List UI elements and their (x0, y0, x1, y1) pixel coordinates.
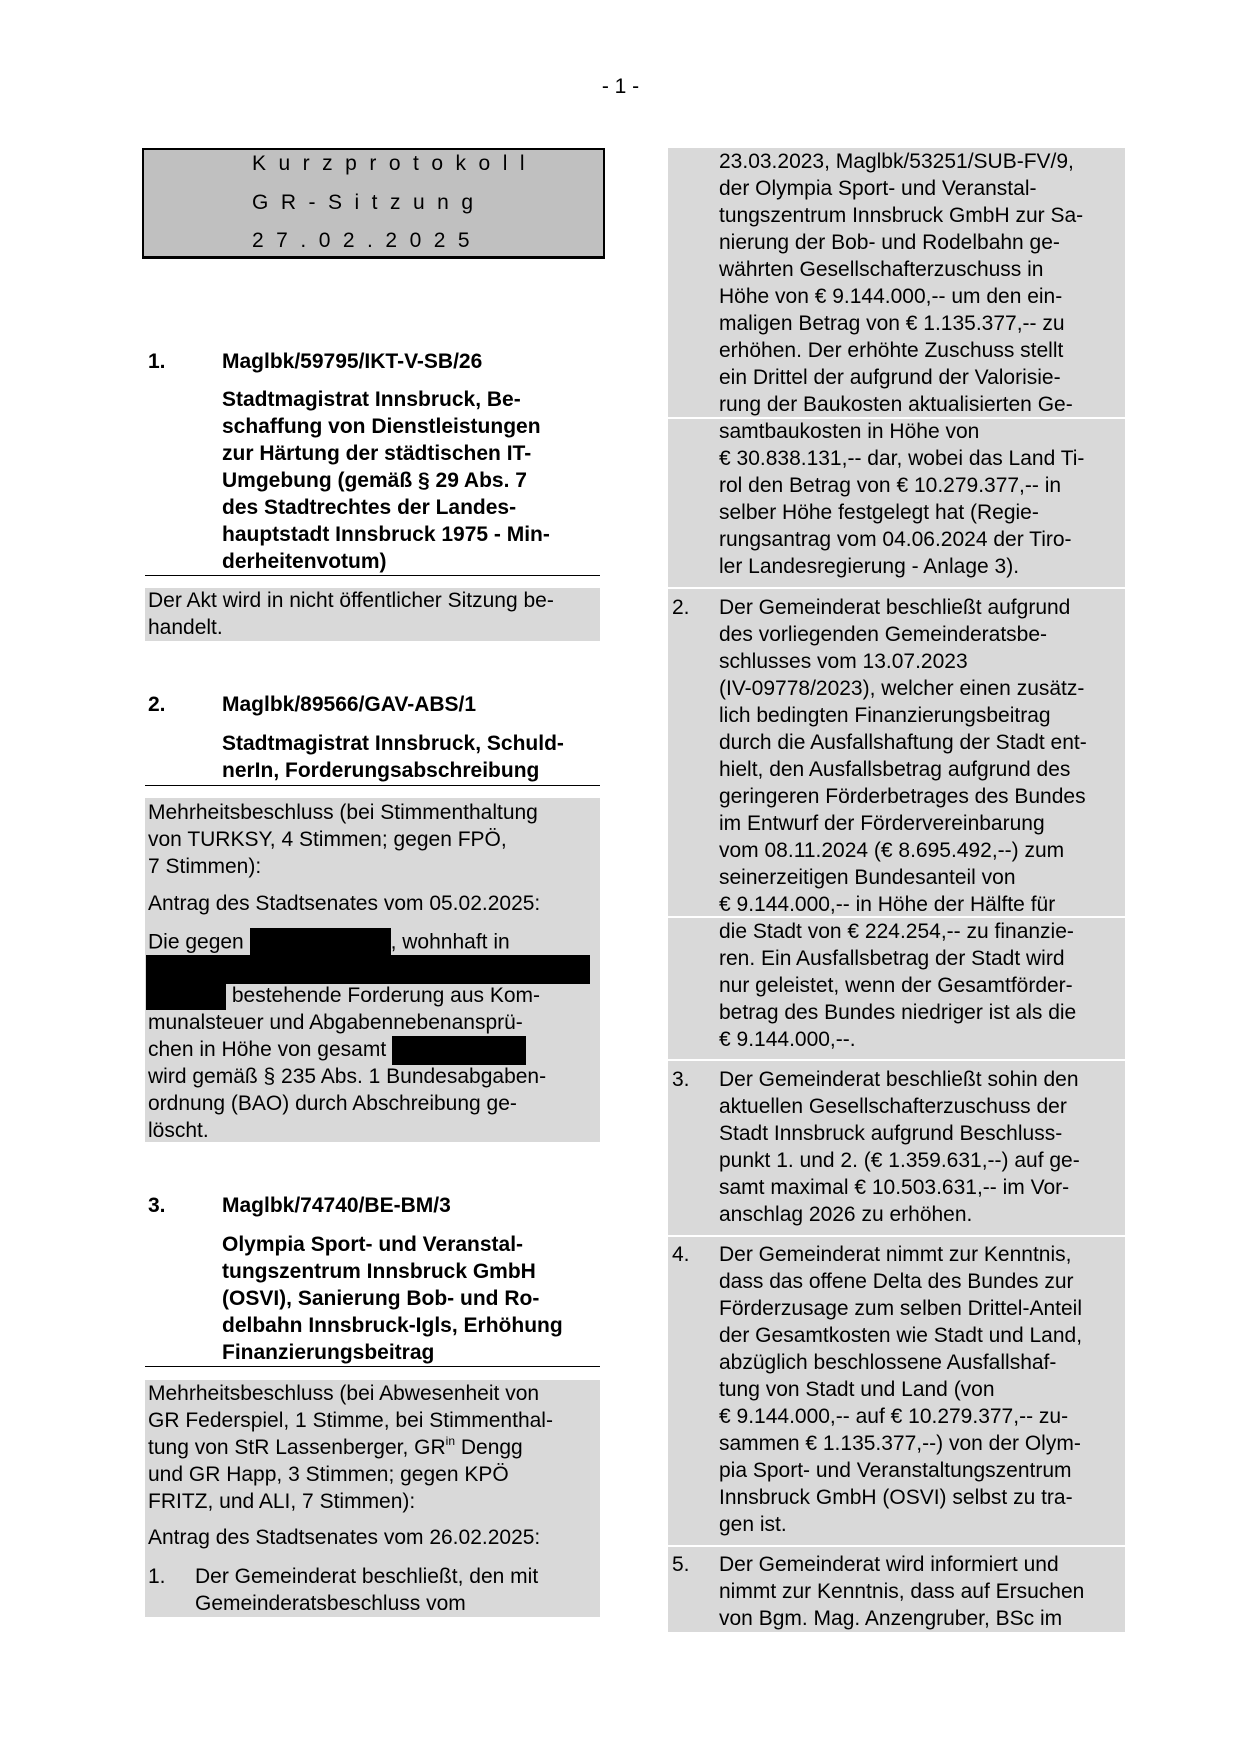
text-line: währten Gesellschafterzuschuss in (719, 258, 1044, 281)
text-line: Gemeinderatsbeschluss vom (195, 1592, 466, 1615)
text-line: pia Sport- und Veranstaltungszentrum (719, 1459, 1072, 1482)
text-line: Der Gemeinderat beschließt aufgrund (719, 596, 1071, 619)
text-line: wird gemäß § 235 Abs. 1 Bundesabgaben- (148, 1065, 547, 1088)
text-line: munalsteuer und Abgabennebenansprü- (148, 1011, 523, 1034)
text-line: Mehrheitsbeschluss (bei Abwesenheit von (148, 1382, 540, 1405)
text-line: dass das offene Delta des Bundes zur (719, 1270, 1074, 1293)
text-line: Förderzusage zum selben Drittel-Anteil (719, 1297, 1082, 1320)
text-line: (IV-09778/2023), welcher einen zusätz- (719, 677, 1085, 700)
text-line: nur geleistet, wenn der Gesamtförder- (719, 974, 1073, 997)
text-line: samtbaukosten in Höhe von (719, 420, 980, 443)
text-line: samt maximal € 10.503.631,-- im Vor- (719, 1176, 1070, 1199)
point-3-number: 3. (672, 1068, 690, 1091)
item-3-divider (145, 1366, 600, 1367)
text-line: schlusses vom 13.07.2023 (719, 650, 968, 673)
text-line: nierung der Bob- und Rodelbahn ge- (719, 231, 1060, 254)
text-line: handelt. (148, 616, 223, 639)
page-number: - 1 - (601, 75, 640, 98)
redaction-address-end (146, 983, 226, 1010)
item-2-decision (148, 928, 590, 1144)
item-1-divider (145, 575, 600, 576)
session-date: 27.02.2025 (252, 229, 483, 252)
item-1-reference: Maglbk/59795/IKT-V-SB/26 (222, 350, 483, 373)
text-line: maligen Betrag von € 1.135.377,-- zu (719, 312, 1065, 335)
text-line: derheitenvotum) (222, 550, 387, 573)
text-line: nimmt zur Kenntnis, dass auf Ersuchen (719, 1580, 1085, 1603)
point-3-text (719, 1066, 1080, 1228)
text-line: anschlag 2026 zu erhöhen. (719, 1203, 973, 1226)
text-line: 23.03.2023, Maglbk/53251/SUB-FV/9, (719, 150, 1074, 173)
redaction-name (250, 928, 391, 958)
text-line: Der Gemeinderat beschließt, den mit (195, 1565, 539, 1588)
vote-lines (148, 1380, 553, 1434)
text-segment: chen in Höhe von gesamt (148, 1038, 387, 1062)
text-line: FRITZ, und ALI, 7 Stimmen): (148, 1490, 416, 1513)
text-segment: Dengg (455, 1436, 523, 1459)
text-line: rung der Baukosten aktualisierten Ge- (719, 393, 1073, 416)
item-3-point-1-text (195, 1563, 538, 1617)
item-2-reference: Maglbk/89566/GAV-ABS/1 (222, 693, 477, 716)
point-4-text (719, 1241, 1082, 1538)
text-line: seinerzeitigen Bundesanteil von (719, 866, 1016, 889)
text-line: der Gesamtkosten wie Stadt und Land, (719, 1324, 1083, 1347)
text-line: ein Drittel der aufgrund der Valorisie- (719, 366, 1061, 389)
text-line: vom 08.11.2024 (€ 8.695.492,--) zum (719, 839, 1065, 862)
text-line: Stadtmagistrat Innsbruck, Be- (222, 388, 521, 411)
point-4-number: 4. (672, 1243, 690, 1266)
text-segment: bestehende Forderung aus Kom- (226, 984, 541, 1007)
text-line: Der Gemeinderat nimmt zur Kenntnis, (719, 1243, 1072, 1266)
item-3-vote (148, 1380, 553, 1515)
text-line: 7 Stimmen): (148, 855, 262, 878)
text-line: punkt 1. und 2. (€ 1.359.631,--) auf ge- (719, 1149, 1080, 1172)
text-line: ordnung (BAO) durch Abschreibung ge- (148, 1092, 517, 1115)
text-line: erhöhen. Der erhöhte Zuschuss stellt (719, 339, 1064, 362)
row-separator (668, 587, 1125, 589)
text-line: tungszentrum Innsbruck GmbH zur Sa- (719, 204, 1084, 227)
text-line: rol den Betrag von € 10.279.377,-- in (719, 474, 1062, 497)
text-line: tung von Stadt und Land (von (719, 1378, 995, 1401)
protocol-header-box (142, 148, 605, 259)
text-line: Der Gemeinderat wird informiert und (719, 1553, 1059, 1576)
text-line: die Stadt von € 224.254,-- zu finanzie- (719, 920, 1074, 943)
text-line: lich bedingten Finanzierungsbeitrag (719, 704, 1051, 727)
text-segment: , wohnhaft in (390, 930, 510, 954)
item-1-result (148, 587, 554, 641)
row-separator (668, 1545, 1125, 1547)
text-line: hauptstadt Innsbruck 1975 - Min- (222, 523, 550, 546)
text-line (148, 1036, 590, 1063)
redaction-amount (392, 1036, 526, 1065)
text-line: Höhe von € 9.144.000,-- um den ein- (719, 285, 1063, 308)
text-line (148, 1434, 553, 1461)
text-line: tungszentrum Innsbruck GmbH (222, 1260, 536, 1283)
text-line: gen ist. (719, 1513, 787, 1536)
text-line: des vorliegenden Gemeinderatsbe- (719, 623, 1048, 646)
item-3-motion: Antrag des Stadtsenates vom 26.02.2025: (148, 1526, 541, 1549)
text-line: abzüglich beschlossene Ausfallshaf- (719, 1351, 1057, 1374)
point-5-number: 5. (672, 1553, 690, 1576)
item-2-vote (148, 799, 538, 880)
text-line (148, 955, 590, 982)
item-2-decision-rest (148, 1063, 590, 1144)
text-line: Der Gemeinderat beschließt sohin den (719, 1068, 1079, 1091)
text-line: ren. Ein Ausfallsbetrag der Stadt wird (719, 947, 1065, 970)
text-line: Finanzierungsbeitrag (222, 1341, 435, 1364)
text-line: Mehrheitsbeschluss (bei Stimmenthaltung (148, 801, 538, 824)
text-line: selber Höhe festgelegt hat (Regie- (719, 501, 1039, 524)
text-line: Olympia Sport- und Veranstal- (222, 1233, 524, 1256)
text-segment: tung von StR Lassenberger, GR (148, 1436, 446, 1459)
row-separator (668, 1235, 1125, 1237)
text-line: sammen € 1.135.377,--) von der Olym- (719, 1432, 1081, 1455)
item-3-number: 3. (148, 1194, 166, 1217)
text-line: und GR Happ, 3 Stimmen; gegen KPÖ (148, 1463, 509, 1486)
item-2-number: 2. (148, 693, 166, 716)
text-line: nerIn, Forderungsabschreibung (222, 759, 540, 782)
text-line: hielt, den Ausfallsbetrag aufgrund des (719, 758, 1071, 781)
redaction-address (146, 955, 590, 984)
text-line (148, 928, 590, 955)
text-line: Umgebung (gemäß § 29 Abs. 7 (222, 469, 527, 492)
text-line: € 30.838.131,-- dar, wobei das Land Ti- (719, 447, 1085, 470)
text-line: € 9.144.000,-- auf € 10.279.377,-- zu- (719, 1405, 1069, 1428)
text-line: löscht. (148, 1119, 209, 1142)
point-1-continuation (719, 148, 1084, 580)
vote-lines (148, 1461, 553, 1515)
text-line: € 9.144.000,--. (719, 1028, 856, 1051)
item-3-reference: Maglbk/74740/BE-BM/3 (222, 1194, 451, 1217)
protocol-title: Kurzprotokoll (252, 152, 538, 175)
superscript: in (445, 1434, 456, 1448)
text-line: ler Landesregierung - Anlage 3). (719, 555, 1020, 578)
text-line: durch die Ausfallshaftung der Stadt ent- (719, 731, 1087, 754)
item-1-number: 1. (148, 350, 166, 373)
session-name: GR-Sitzung (252, 191, 486, 214)
item-3-point-1-number: 1. (148, 1565, 166, 1588)
text-line: im Entwurf der Fördervereinbarung (719, 812, 1045, 835)
text-line: der Olympia Sport- und Veranstal- (719, 177, 1037, 200)
text-line: rungsantrag vom 04.06.2024 der Tiro- (719, 528, 1072, 551)
item-2-divider (145, 785, 600, 786)
text-line: Stadt Innsbruck aufgrund Beschluss- (719, 1122, 1063, 1145)
item-1-title (222, 386, 550, 575)
text-line: geringeren Förderbetrages des Bundes (719, 785, 1086, 808)
text-line: € 9.144.000,-- in Höhe der Hälfte für (719, 893, 1056, 916)
text-line: von TURKSY, 4 Stimmen; gegen FPÖ, (148, 828, 507, 851)
text-line: zur Härtung der städtischen IT- (222, 442, 532, 465)
text-line: betrag des Bundes niedriger ist als die (719, 1001, 1077, 1024)
point-2-text (719, 594, 1087, 1053)
row-separator (668, 1059, 1125, 1061)
text-segment: Die gegen (148, 930, 244, 954)
text-line: (OSVI), Sanierung Bob- und Ro- (222, 1287, 540, 1310)
item-3-title (222, 1231, 563, 1366)
text-line: GR Federspiel, 1 Stimme, bei Stimmenthal- (148, 1409, 553, 1432)
text-line: delbahn Innsbruck-Igls, Erhöhung (222, 1314, 563, 1337)
text-line: Stadtmagistrat Innsbruck, Schuld- (222, 732, 564, 755)
item-2-title (222, 730, 564, 784)
text-line: Der Akt wird in nicht öffentlicher Sitzung be- (148, 589, 554, 612)
item-2-motion: Antrag des Stadtsenates vom 05.02.2025: (148, 892, 541, 915)
point-5-text (719, 1551, 1084, 1632)
text-line: von Bgm. Mag. Anzengruber, BSc im (719, 1607, 1063, 1630)
point-2-number: 2. (672, 596, 690, 619)
text-line (148, 982, 590, 1009)
text-line: Innsbruck GmbH (OSVI) selbst zu tra- (719, 1486, 1073, 1509)
text-line: des Stadtrechtes der Landes- (222, 496, 517, 519)
text-line: schaffung von Dienstleistungen (222, 415, 541, 438)
text-line: aktuellen Gesellschafterzuschuss der (719, 1095, 1067, 1118)
